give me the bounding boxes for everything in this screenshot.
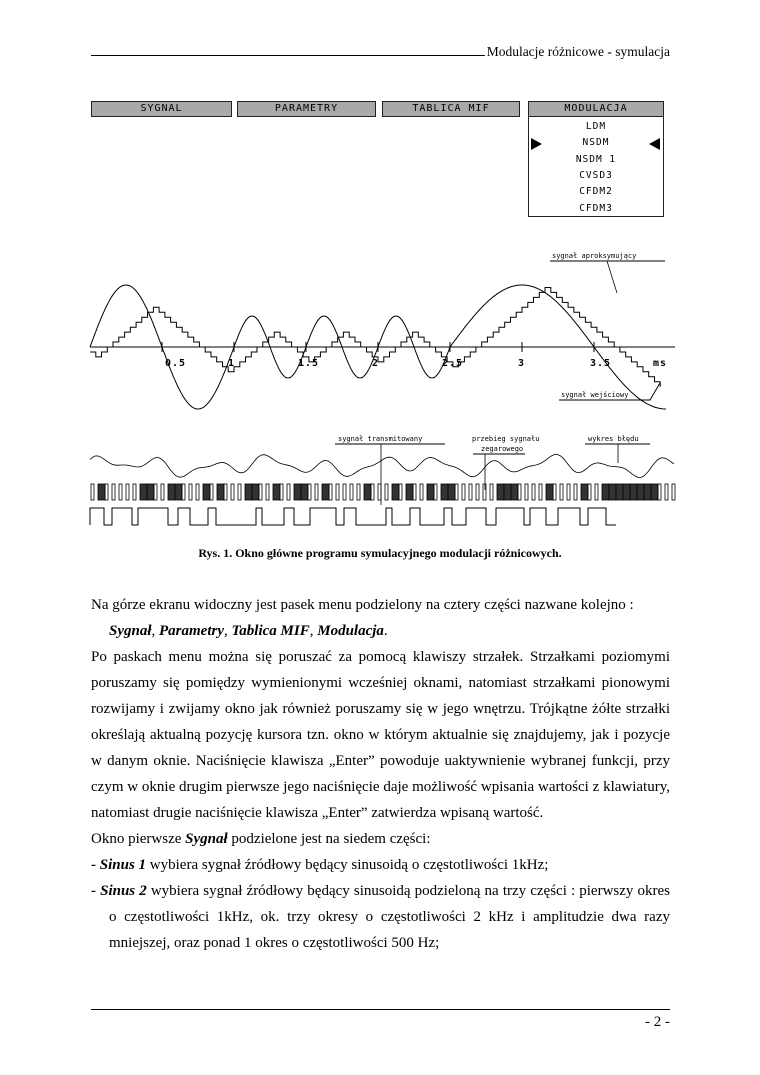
clock-bit-mark xyxy=(350,484,353,500)
clock-bit-mark xyxy=(616,484,623,500)
list-item-sinus2: - Sinus 2 wybiera sygnał źródłowy będący sinusoidą podzieloną na trzy części : pierwszy okres o częstotliwości 1kHz, ok. trzy okresy o częstotliwości 2 kHz i amplitudzie dwa razy mniejszej, oraz ponad 1 okres o częstotliwości 500 Hz; xyxy=(91,883,670,951)
menu-parametry[interactable]: PARAMETRY xyxy=(237,101,376,117)
paragraph-1: Na górze ekranu widoczny jest pasek menu podzielony na cztery części nazwane kolejno : xyxy=(91,597,634,613)
clock-bit-mark xyxy=(630,484,637,500)
dropdown-item-nsdm[interactable]: NSDM xyxy=(582,137,610,148)
clock-bit-mark xyxy=(301,484,308,500)
clock-bit-mark xyxy=(427,484,434,500)
clock-bit-mark xyxy=(553,484,556,500)
list-item-sinus1: - Sinus 1 wybiera sygnał źródłowy będący sinusoidą o częstotliwości 1kHz; xyxy=(91,857,549,873)
dropdown-item-ldm[interactable]: LDM xyxy=(585,121,607,132)
clock-bit-mark xyxy=(637,484,644,500)
label-error-plot: wykres błędu xyxy=(588,435,639,443)
clock-bit-mark xyxy=(105,484,108,500)
clock-bit-mark xyxy=(476,484,479,500)
clock-bit-mark xyxy=(98,484,105,500)
clock-bit-mark xyxy=(210,484,213,500)
clock-bit-mark xyxy=(133,484,136,500)
tick-2-5: 2.5 xyxy=(442,358,464,369)
clock-bit-mark xyxy=(126,484,129,500)
clock-bit-mark xyxy=(399,484,402,500)
clock-bit-mark xyxy=(154,484,157,500)
dropdown-item-cfdm3[interactable]: CFDM3 xyxy=(579,203,613,214)
page-number: - 2 - xyxy=(645,1014,670,1030)
body-text xyxy=(91,592,670,956)
clock-bit-mark xyxy=(539,484,542,500)
clock-bit-mark xyxy=(462,484,465,500)
clock-bit-mark xyxy=(581,484,588,500)
clock-bit-mark xyxy=(364,484,371,500)
label-clock-signal-1: przebieg sygnału xyxy=(472,435,540,443)
clock-bit-mark xyxy=(371,484,374,500)
clock-bit-mark xyxy=(413,484,416,500)
tick-1: 1 xyxy=(228,358,236,369)
dropdown-item-nsdm1[interactable]: NSDM 1 xyxy=(575,154,617,165)
clock-bit-mark xyxy=(497,484,504,500)
menu-modulacja[interactable]: MODULACJA xyxy=(528,101,664,117)
clock-bit-mark xyxy=(595,484,598,500)
clock-bit-mark xyxy=(448,484,455,500)
clock-bit-mark xyxy=(378,484,381,500)
clock-bit-mark xyxy=(294,484,301,500)
clock-bit-mark xyxy=(420,484,423,500)
clock-bit-mark xyxy=(168,484,175,500)
clock-bit-mark xyxy=(287,484,290,500)
paragraph-3: Okno pierwsze Sygnał podzielone jest na siedem części: xyxy=(91,831,431,847)
tick-2: 2 xyxy=(372,358,380,369)
paragraph-2: Po paskach menu można się poruszać za pomocą klawiszy strzałek. Strzałkami poziomymi poruszamy się pomiędzy wymienionymi wcześniej oknami, natomiast strzałkami pionowymi rozwijamy i zwijamy okno jak również poruszamy się w jego wnętrzu. Trójkątne żółte strzałki określają aktualną pozycję kursora tzn. okno w którym aktualnie się znajdujemy, jak i pozycje w danym oknie. Naciśnięcie klawisza „Enter” powoduje uaktywnienie wybranej funkcji, przy czym w oknie drugim pierwsze jego naciśnięcie daje możliwość wpisania wartości z klawiatury, natomiast drugie naciśnięcie klawisza „Enter” zatwierdza wpisaną wartość. xyxy=(91,649,670,821)
error-plot xyxy=(90,454,674,477)
clock-bit-mark xyxy=(532,484,535,500)
axis-unit: ms xyxy=(653,358,668,369)
clock-bit-mark xyxy=(119,484,122,500)
clock-bit-mark xyxy=(91,484,94,500)
clock-bit-mark xyxy=(112,484,115,500)
clock-bit-mark xyxy=(280,484,283,500)
menu-names-line: Sygnał, Parametry, Tablica MIF, Modulacja. xyxy=(109,623,388,639)
clock-bit-mark xyxy=(182,484,185,500)
clock-bit-mark xyxy=(609,484,616,500)
clock-bit-mark xyxy=(336,484,339,500)
clock-bit-mark xyxy=(315,484,318,500)
label-clock-signal-2: zegarowego xyxy=(481,445,524,453)
clock-bit-mark xyxy=(392,484,399,500)
clock-bit-mark xyxy=(518,484,521,500)
clock-bit-mark xyxy=(161,484,164,500)
clock-bit-mark xyxy=(511,484,518,500)
clock-signal xyxy=(91,484,675,500)
clock-bit-mark xyxy=(252,484,259,500)
tick-3: 3 xyxy=(518,358,526,369)
tick-0-5: 0.5 xyxy=(165,358,187,369)
clock-bit-mark xyxy=(357,484,360,500)
clock-bit-mark xyxy=(644,484,651,500)
clock-bit-mark xyxy=(147,484,154,500)
clock-bit-mark xyxy=(217,484,224,500)
cursor-arrow-left-icon xyxy=(531,138,543,150)
clock-bit-mark xyxy=(546,484,553,500)
clock-bit-mark xyxy=(588,484,591,500)
header-title: Modulacje różnicowe - symulacja xyxy=(486,44,670,59)
clock-bit-mark xyxy=(189,484,192,500)
clock-bit-mark xyxy=(672,484,675,500)
approximating-signal-steps xyxy=(90,288,660,387)
clock-bit-mark xyxy=(483,484,486,500)
dropdown-item-cvsd3[interactable]: CVSD3 xyxy=(579,170,613,181)
header-rule xyxy=(91,55,485,56)
clock-bit-mark xyxy=(343,484,346,500)
cursor-arrow-right-icon xyxy=(648,138,660,150)
clock-bit-mark xyxy=(504,484,511,500)
clock-bit-mark xyxy=(385,484,388,500)
menu-sygnal[interactable]: SYGNAL xyxy=(91,101,232,117)
clock-bit-mark xyxy=(525,484,528,500)
transmitted-signal xyxy=(90,508,616,525)
clock-bit-mark xyxy=(574,484,577,500)
label-input-signal: sygnał wejściowy xyxy=(561,391,629,399)
clock-bit-mark xyxy=(259,484,262,500)
clock-bit-mark xyxy=(196,484,199,500)
clock-bit-mark xyxy=(434,484,437,500)
clock-bit-mark xyxy=(658,484,661,500)
clock-bit-mark xyxy=(238,484,241,500)
leader-approx-pointer xyxy=(607,261,617,293)
clock-bit-mark xyxy=(203,484,210,500)
clock-bit-mark xyxy=(651,484,658,500)
label-approx-signal: sygnał aproksymujący xyxy=(552,252,637,260)
clock-bit-mark xyxy=(567,484,570,500)
footer-rule xyxy=(91,1009,670,1010)
clock-bit-mark xyxy=(245,484,252,500)
signals-figure xyxy=(85,238,680,530)
page-header xyxy=(91,44,670,62)
tick-3-5: 3.5 xyxy=(590,358,612,369)
clock-bit-mark xyxy=(441,484,448,500)
clock-bit-mark xyxy=(329,484,332,500)
label-transmitted-signal: sygnał transmitowany xyxy=(338,435,423,443)
clock-bit-mark xyxy=(273,484,280,500)
clock-bit-mark xyxy=(665,484,668,500)
modulacja-dropdown xyxy=(528,117,664,217)
clock-bit-mark xyxy=(406,484,413,500)
clock-bit-mark xyxy=(140,484,147,500)
clock-bit-mark xyxy=(560,484,563,500)
clock-bit-mark xyxy=(322,484,329,500)
clock-bit-mark xyxy=(231,484,234,500)
clock-bit-mark xyxy=(490,484,493,500)
clock-bit-mark xyxy=(175,484,182,500)
menu-tablica-mif[interactable]: TABLICA MIF xyxy=(382,101,520,117)
clock-bit-mark xyxy=(224,484,227,500)
clock-bit-mark xyxy=(308,484,311,500)
dropdown-item-cfdm2[interactable]: CFDM2 xyxy=(579,186,613,197)
clock-bit-mark xyxy=(469,484,472,500)
clock-bit-mark xyxy=(623,484,630,500)
figure-caption: Rys. 1. Okno główne programu symulacyjnego modulacji różnicowych. xyxy=(198,546,562,560)
tick-1-5: 1.5 xyxy=(298,358,320,369)
clock-bit-mark xyxy=(266,484,269,500)
clock-bit-mark xyxy=(455,484,458,500)
clock-bit-mark xyxy=(602,484,609,500)
